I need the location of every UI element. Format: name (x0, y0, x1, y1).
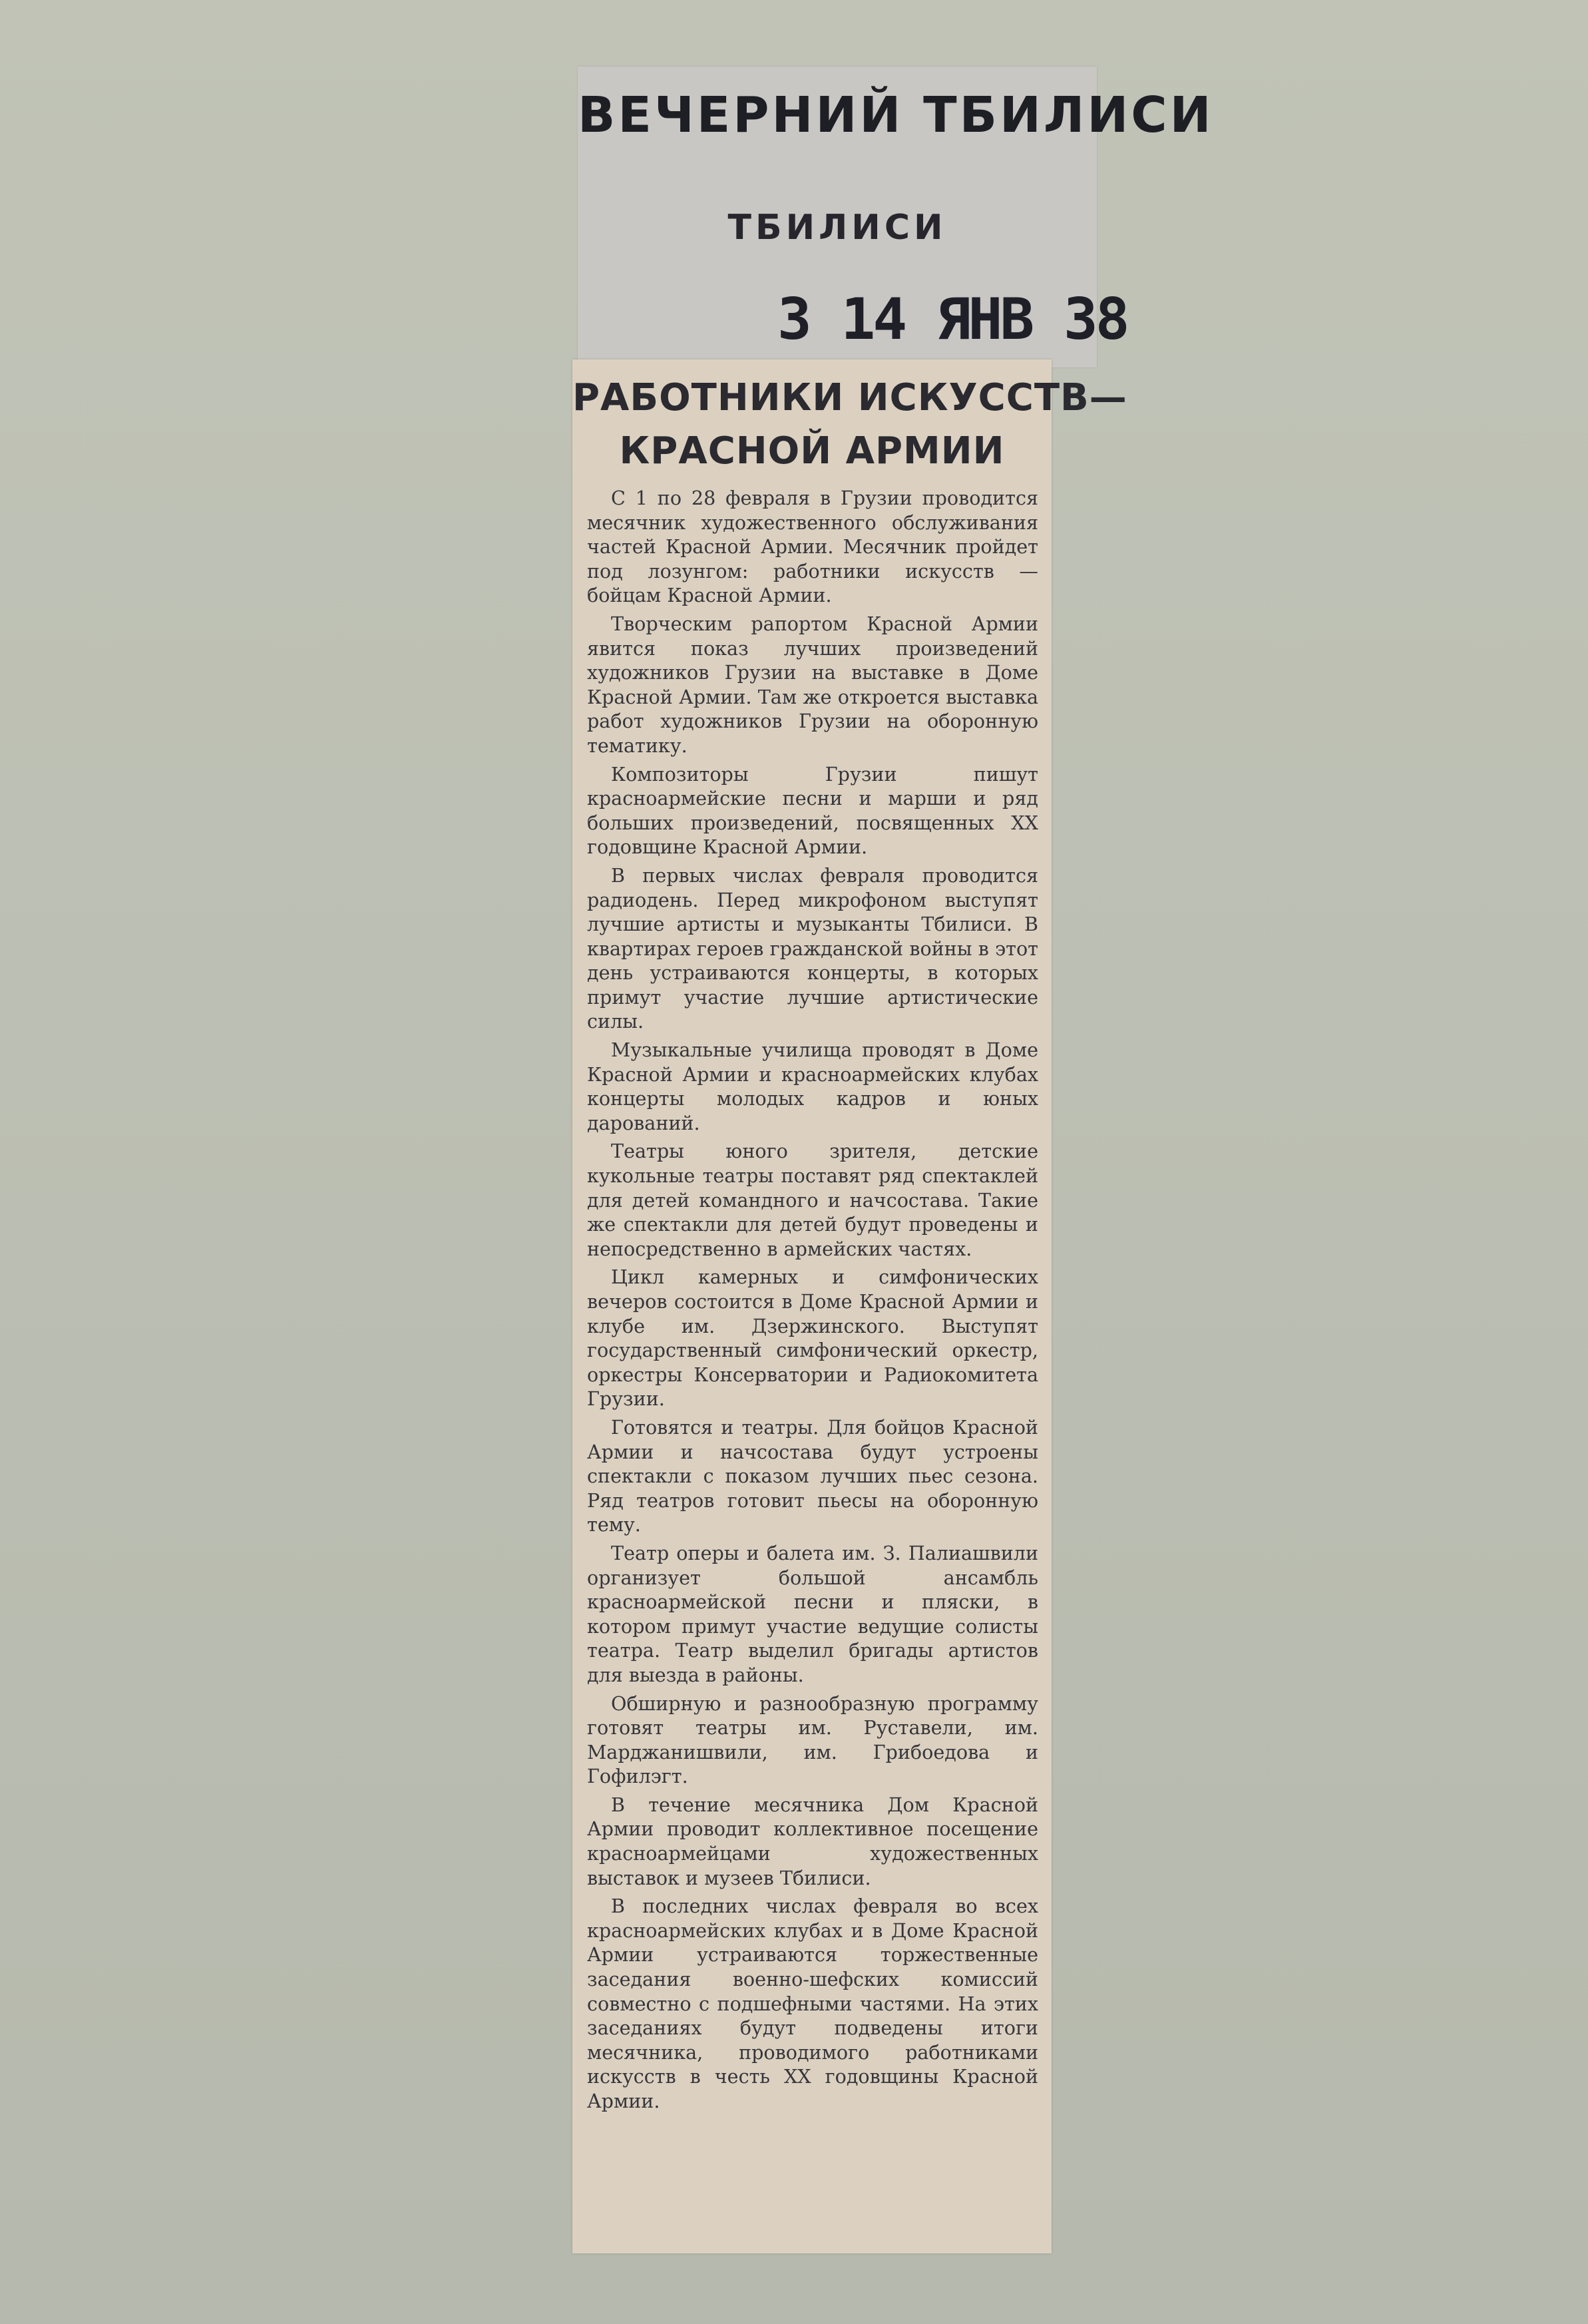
paragraph: Творческим рапортом Красной Армии явится показ лучших произведений художников Грузии на выставке в Доме Красной Армии. Там же откроется выставка работ художников Грузии на оборонную тематику. (587, 612, 1038, 757)
city-name: ТБИЛИСИ (727, 208, 947, 248)
date-stamp: 3 14 ЯНВ 38 (777, 286, 1127, 353)
paragraph: Обширную и разнообразную программу готовят театры им. Руставели, им. Марджанишвили, им. Грибоедова и Гофилэгт. (587, 1692, 1038, 1788)
headline-line-2: КРАСНОЙ АРМИИ (619, 429, 1005, 473)
paragraph: Театры юного зрителя, детские кукольные театры поставят ряд спектаклей для детей командного и начсостава. Такие же спектакли для детей будут проведены и непосредственно в армейских частях. (587, 1140, 1038, 1260)
newspaper-clipping (572, 359, 1127, 2253)
paragraph: С 1 по 28 февраля в Грузии проводится месячник художественного обслуживания частей Красной Армии. Месячник пройдет под лозунгом: работники искусств — бойцам Красной Армии. (587, 487, 1038, 607)
paragraph: В последних числах февраля во всех красноармейских клубах и в Доме Красной Армии устраиваются торжественные заседания военно-шефских комиссий совместно с подшефными частями. На этих заседаниях будут подведены итоги месячника, проводимого работниками искусств в честь XX годовщины Красной Армии. (587, 1895, 1038, 2112)
newspaper-title: ВЕЧЕРНИЙ ТБИЛИСИ (578, 87, 1214, 144)
headline-line-1: РАБОТНИКИ ИСКУССТВ— (572, 376, 1127, 419)
paragraph: Цикл камерных и симфонических вечеров состоится в Доме Красной Армии и клубе им. Дзержинского. Выступят государственный симфонический оркестр, оркестры Консерватории и Радиокомитета Грузии. (587, 1266, 1038, 1411)
paragraph: Готовятся и театры. Для бойцов Красной Армии и начсостава будут устроены спектакли с показом лучших пьес сезона. Ряд театров готовит пьесы на оборонную тему. (587, 1415, 1038, 1536)
paragraph: В течение месячника Дом Красной Армии проводит коллективное посещение красноармейцами художественных выставок и музеев Тбилиси. (587, 1793, 1038, 1889)
newspaper-label (578, 67, 1214, 367)
article-headline (572, 371, 1127, 478)
article-body (587, 486, 1038, 2243)
paragraph: В первых числах февраля проводится радиодень. Перед микрофоном выступят лучшие артисты и музыканты Тбилиси. В квартирах героев гражданской войны в этот день устраиваются концерты, в которых примут участие лучшие артистические силы. (587, 863, 1038, 1033)
paragraph: Театр оперы и балета им. З. Палиашвили организует большой ансамбль красноармейской песни и пляски, в котором примут участие ведущие солисты театра. Театр выделил бригады артистов для выезда в районы. (587, 1541, 1038, 1686)
paragraph: Композиторы Грузии пишут красноармейские песни и марши и ряд больших произведений, посвященных XX годовщине Красной Армии. (587, 762, 1038, 859)
paragraph: Музыкальные училища проводят в Доме Красной Армии и красноармейских клубах концерты молодых кадров и юных дарований. (587, 1039, 1038, 1134)
